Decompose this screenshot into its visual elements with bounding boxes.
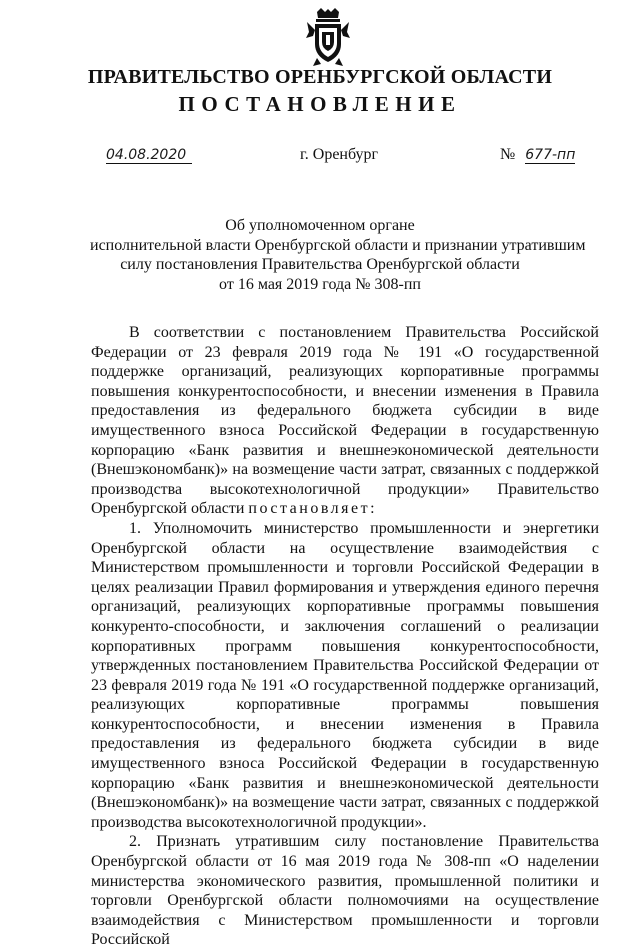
document-date xyxy=(106,146,198,170)
document-type: ПОСТАНОВЛЕНИЕ xyxy=(178,92,462,116)
government-title: ПРАВИТЕЛЬСТВО ОРЕНБУРГСКОЙ ОБЛАСТИ xyxy=(87,66,553,88)
handwritten-number: 677-пп xyxy=(525,147,576,163)
document-subject xyxy=(90,216,586,294)
handwritten-date: 04.08.2020 xyxy=(106,147,192,164)
document-number xyxy=(500,146,575,170)
subject-line: силу постановления Правительства Оренбургской области xyxy=(120,256,520,274)
subject-line: Об уполномоченном органе xyxy=(225,217,415,234)
item-1-paragraph: 1. Уполномочить министерство промышленности и энергетики Оренбургской области на осуществление взаимодействия с Министерством промышленности и торговли Российской Федерации в целях реализации Правил формирования и утверждения единого перечня организаций, реализующих корпоративные программы повышения конкуренто-способности, и заключения соглашений о реализации корпоративных программ повышения конкурентоспособности, утвержденных постановлением Правительства Российской Федерации от 23 февраля 2019 года № 191 «О государственной поддержке организаций, реализующих корпоративные программы повышения конкурентоспособности, и внесении изменения в Правила предоставления из федерального бюджета субсидии в виде имущественного взноса Российской Федерации в государственную корпорацию «Банк развития и внешнеэкономической деятельности (Внешэкономбанк)» на возмещение части затрат, связанных с поддержкой производства высокотехнологичной продукции». xyxy=(91,519,599,831)
number-sign: № xyxy=(500,146,516,163)
document-city: г. Оренбург xyxy=(300,146,379,163)
subject-line: исполнительной власти Оренбургской области и признании утратившим xyxy=(90,236,586,254)
resolves-word: постановляет: xyxy=(248,500,378,518)
item-2-paragraph: 2. Признать утратившим силу постановление Правительства Оренбургской области от 16 мая 2019 года № 308-пп «О наделении министерства экономического развития, промышленной политики и торговли Оренбургской области полномочиями на осуществление взаимодействия с Министерством промышленности и торговли Российской xyxy=(91,833,599,949)
subject-line: от 16 мая 2019 года № 308-пп xyxy=(219,275,421,293)
orenburg-coat-of-arms-icon xyxy=(305,8,351,68)
document-body xyxy=(91,323,599,950)
preamble-text: В соответствии с постановлением Правительства Российской Федерации от 23 февраля 2019 года № 191 «О государственной поддержке организаций, реализующих корпоративные программы повышения конкурентоспособности, и внесении изменения в Правила предоставления из федерального бюджета субсидии в виде имущественного взноса Российской Федерации в государственную корпорацию «Банк развития и внешнеэкономической деятельности (Внешэкономбанк)» на возмещение части затрат, связанных с поддержкой производства высокотехнологичной продукции» Правительство Оренбургской области xyxy=(91,324,599,518)
preamble-paragraph xyxy=(91,323,599,519)
